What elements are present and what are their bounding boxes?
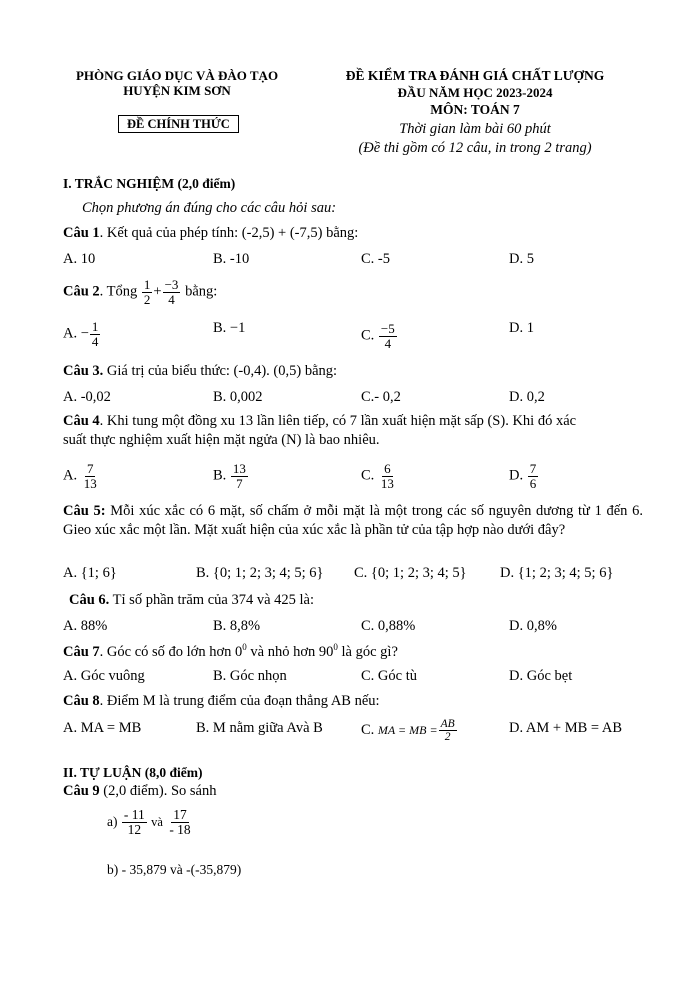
q4-text-line2: suất thực nghiệm xuất hiện mặt ngửa (N) là bao nhiêu. xyxy=(63,432,380,448)
q3-option-b[interactable]: B. 0,002 xyxy=(213,389,263,405)
school-year: ĐẦU NĂM HỌC 2023-2024 xyxy=(397,85,553,100)
q3-option-c[interactable]: C.- 0,2 xyxy=(361,389,401,405)
question-8 xyxy=(63,693,380,710)
official-label: ĐỀ CHÍNH THỨC xyxy=(118,115,239,133)
q8-label: Câu 8 xyxy=(63,693,100,709)
q5-label: Câu 5: xyxy=(63,503,106,519)
q8-option-d[interactable]: D. AM + MB = AB xyxy=(509,720,623,736)
q6-text: Tỉ số phần trăm của 374 và 425 là: xyxy=(109,592,314,608)
q4-option-a[interactable]: A. $\frac{7}{13}$ xyxy=(63,461,97,491)
q2-option-c[interactable]: C. $\frac{-5}{4}$ xyxy=(361,321,395,351)
q8-option-b[interactable]: B. M nằm giữa Avà B xyxy=(196,720,323,736)
q4-option-b[interactable]: B. $\frac{13}{7}$ xyxy=(213,461,246,491)
q7-option-a[interactable]: A. Góc vuông xyxy=(63,668,145,684)
q1-option-c[interactable]: C. -5 xyxy=(361,251,390,267)
q2-text-pre: . Tổng xyxy=(99,283,138,300)
district-name: HUYỆN KIM SƠN xyxy=(123,83,231,98)
department-name: PHÒNG GIÁO DỤC VÀ ĐÀO TẠO xyxy=(75,68,279,83)
q4-option-d[interactable]: D. $\frac{7}{6}$ xyxy=(509,461,537,491)
q5-option-d[interactable]: D. {1; 2; 3; 4; 5; 6} xyxy=(500,565,614,581)
q1-text: . Kết quả của phép tính: (-2,5) + (-7,5) bằng: xyxy=(99,225,359,241)
q9-part-b: b) - 35,879 và -(-35,879) xyxy=(107,862,242,877)
question-5 xyxy=(63,502,643,540)
q6-option-b[interactable]: B. 8,8% xyxy=(213,618,261,634)
q7-option-c[interactable]: C. Góc tù xyxy=(361,668,417,684)
q6-option-c[interactable]: C. 0,88% xyxy=(361,618,416,634)
subject: MÔN: TOÁN 7 xyxy=(430,102,520,117)
q7-label: Câu 7 xyxy=(63,643,100,660)
q4-option-c[interactable]: C. $\frac{6}{13}$ xyxy=(361,461,394,491)
q2-label: Câu 2 xyxy=(63,283,100,300)
question-1 xyxy=(63,225,358,242)
q3-text: Giá trị của biểu thức: (-0,4). (0,5) bằng: xyxy=(103,363,338,379)
q7-option-d[interactable]: D. Góc bẹt xyxy=(509,668,573,684)
q9-label: Câu 9 xyxy=(63,783,100,799)
q2-option-d[interactable]: D. 1 xyxy=(509,320,534,336)
q7-option-b[interactable]: B. Góc nhọn xyxy=(213,668,287,684)
q3-option-d[interactable]: D. 0,2 xyxy=(509,389,545,405)
section-1-instruction: Chọn phương án đúng cho các câu hỏi sau: xyxy=(82,200,337,216)
q2-text-post: bằng: xyxy=(185,283,218,300)
q1-label: Câu 1 xyxy=(63,225,100,241)
question-7: Câu 7. Góc có số đo lớn hơn $0^0$ và nhỏ hơn $90^0$ là góc gì? xyxy=(63,642,398,660)
q1-option-a[interactable]: A. 10 xyxy=(63,251,96,267)
official-badge xyxy=(118,116,239,133)
q2-fraction-2: $\frac{-3}{4}$ xyxy=(164,277,179,307)
q6-label: Câu 6. xyxy=(69,592,110,608)
question-9 xyxy=(63,783,216,800)
q3-option-a[interactable]: A. -0,02 xyxy=(63,389,111,405)
question-3 xyxy=(63,363,337,380)
q5-text: Mỗi xúc xắc có 6 mặt, số chấm ở mỗi mặt là một trong các số nguyên dương từ 1 đến 6. Gieo xúc xắc một lần. Mặt xuất hiện của xúc xắc là phần tử của tập hợp nào dưới đây? xyxy=(63,503,643,538)
q9-text: (2,0 điểm). So sánh xyxy=(99,783,217,799)
q6-option-d[interactable]: D. 0,8% xyxy=(509,618,557,634)
question-4 xyxy=(63,413,576,430)
question-6 xyxy=(69,592,314,609)
q4-label: Câu 4 xyxy=(63,413,100,429)
q9-part-a: a) $\frac{- 11}{12}$ và $\frac{17}{- 18}$ xyxy=(107,807,191,838)
exam-title: ĐỀ KIỂM TRA ĐÁNH GIÁ CHẤT LƯỢNG xyxy=(345,68,605,83)
section-1-title: I. TRẮC NGHIỆM (2,0 điểm) xyxy=(63,176,236,191)
q5-option-b[interactable]: B. {0; 1; 2; 3; 4; 5; 6} xyxy=(196,565,324,581)
q1-option-b[interactable]: B. -10 xyxy=(213,251,250,267)
q8-option-a[interactable]: A. MA = MB xyxy=(63,720,142,736)
question-2 xyxy=(63,278,217,306)
time-limit: Thời gian làm bài 60 phút xyxy=(399,121,551,137)
q5-option-c[interactable]: C. {0; 1; 2; 3; 4; 5} xyxy=(354,565,467,581)
q8-text: . Điểm M là trung điểm của đoạn thẳng AB nếu: xyxy=(99,693,380,709)
q2-option-a[interactable]: A. − $\frac{1}{4}$ xyxy=(63,319,99,349)
q2-option-b[interactable]: B. −1 xyxy=(213,320,246,336)
section-2-title: II. TỰ LUẬN (8,0 điểm) xyxy=(63,765,203,780)
exam-note: (Đề thi gồm có 12 câu, in trong 2 trang) xyxy=(358,140,592,156)
q2-plus: + xyxy=(153,283,162,300)
q4-text-line1: . Khi tung một đồng xu 13 lần liên tiếp, có 7 lần xuất hiện mặt sấp (S). Khi đó xác xyxy=(99,413,577,429)
q8-option-c[interactable]: C. MA = MB = $\frac{AB}{2}$ xyxy=(361,718,455,744)
q6-option-a[interactable]: A. 88% xyxy=(63,618,108,634)
q3-label: Câu 3. xyxy=(63,363,104,379)
q1-option-d[interactable]: D. 5 xyxy=(509,251,534,267)
q5-option-a[interactable]: A. {1; 6} xyxy=(63,565,117,581)
q2-fraction-1: $\frac{1}{2}$ xyxy=(143,277,151,307)
